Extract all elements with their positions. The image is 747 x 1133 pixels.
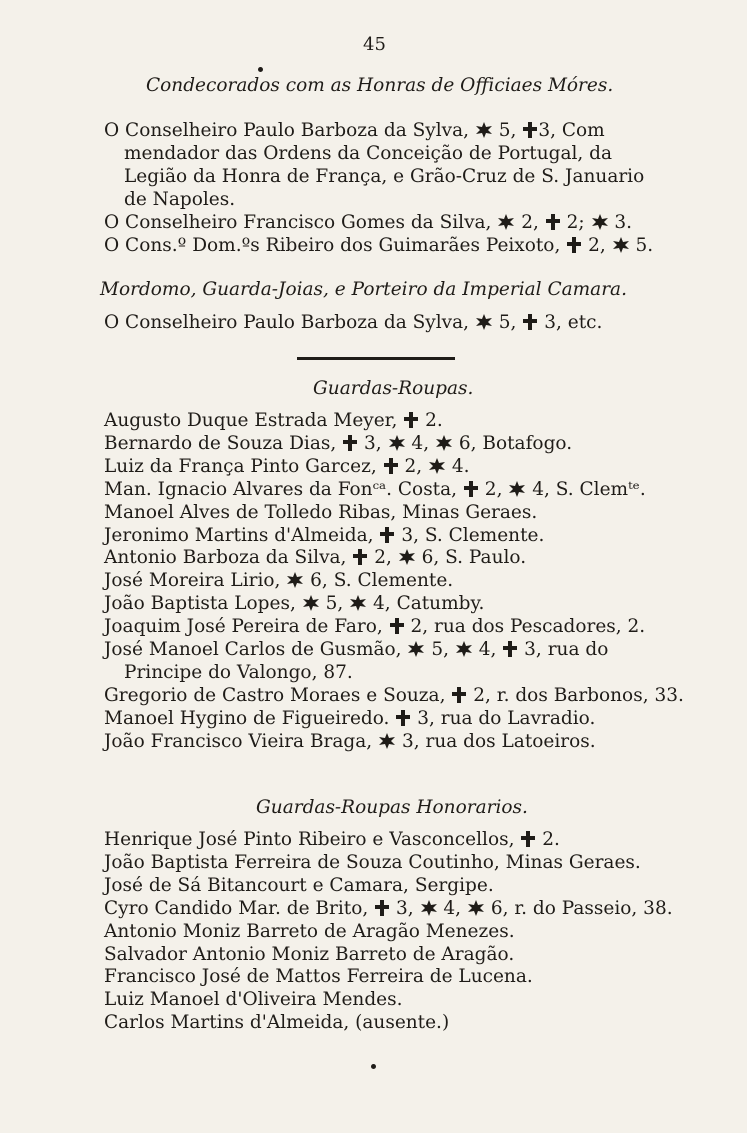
entry: O Cons.º Dom.ºs Ribeiro dos Guimarães Peixoto, 2, 5. [104,235,654,256]
order-cross-icon [384,458,398,474]
entry: José Moreira Lirio, 6, S. Clemente. [104,570,454,592]
order-star-icon [498,214,514,230]
entry: Cyro Candido Mar. de Brito, 3, 4, 6, r. do Passeio, 38. [104,897,673,919]
entry: Gregorio de Castro Moraes e Souza, 2, r. dos Barbonos, 33. [104,684,684,706]
order-cross-icon [390,618,404,634]
order-cross-icon [464,481,478,497]
order-star-icon [509,481,525,497]
entry: José Manoel Carlos de Gusmão, 5, 4, 3, rua do [104,639,609,660]
ink-dot [371,1064,376,1069]
order-star-icon [429,458,445,474]
order-star-icon [476,122,492,138]
section-divider [297,357,455,360]
entry: O Conselheiro Francisco Gomes da Silva, 2, 2; 3. [104,212,633,233]
entry: Luiz da França Pinto Garcez, 2, 4. [104,455,470,477]
entry: João Baptista Lopes, 5, 4, Catumby. [104,593,485,615]
entry: José de Sá Bitancourt e Camara, Sergipe. [104,874,494,896]
entry: Jeronimo Martins d'Almeida, 3, S. Clemente. [104,524,545,546]
entry: Manoel Hygino de Figueiredo. 3, rua do Lavradio. [104,707,596,729]
entry: Henrique José Pinto Ribeiro e Vasconcellos, 2. [104,829,560,850]
order-star-icon [456,641,472,657]
order-cross-icon [375,900,389,916]
order-cross-icon [353,549,367,565]
order-star-icon [287,572,303,588]
page-number: 45 [363,34,386,55]
entry: Francisco José de Mattos Ferreira de Lucena. [104,966,533,988]
order-star-icon [408,641,424,657]
order-star-icon [389,435,405,451]
order-star-icon [379,733,395,749]
section-heading: Mordomo, Guarda-Joias, e Porteiro da Imperial Camara. [100,279,627,300]
order-star-icon [476,314,492,330]
entry: Carlos Martins d'Almeida, (ausente.) [104,1012,450,1034]
order-star-icon [468,900,484,916]
entry-continuation: Principe do Valongo, 87. [124,661,353,683]
entry: Luiz Manoel d'Oliveira Mendes. [104,989,403,1011]
entry: Antonio Moniz Barreto de Aragão Menezes. [104,920,515,942]
entry: Joaquim José Pereira de Faro, 2, rua dos Pescadores, 2. [104,616,646,638]
order-cross-icon [404,412,418,428]
section-heading: Guardas-Roupas. [313,378,474,399]
order-star-icon [350,595,366,611]
order-star-icon [399,549,415,565]
order-cross-icon [343,435,357,451]
entry: Manoel Alves de Tolledo Ribas, Minas Geraes. [104,501,538,523]
order-star-icon [421,900,437,916]
entry: Bernardo de Souza Dias, 3, 4, 6, Botafogo. [104,432,573,454]
entry-continuation: de Napoles. [124,189,236,210]
order-cross-icon [546,214,560,230]
order-star-icon [592,214,608,230]
order-cross-icon [523,122,537,138]
entry: João Francisco Vieira Braga, 3, rua dos Latoeiros. [104,730,596,752]
entry: Salvador Antonio Moniz Barreto de Aragão. [104,943,515,965]
entry: Augusto Duque Estrada Meyer, 2. [104,410,443,431]
entry-continuation: Legião da Honra de França, e Grão-Cruz de S. Januario [124,166,645,187]
order-cross-icon [380,527,394,543]
order-cross-icon [396,710,410,726]
order-cross-icon [452,687,466,703]
order-star-icon [613,237,629,253]
ink-dot [258,67,263,72]
order-cross-icon [521,831,535,847]
order-star-icon [303,595,319,611]
entry-continuation: mendador das Ordens da Conceição de Portugal, da [124,143,613,164]
section-heading: Condecorados com as Honras de Officiaes Móres. [146,75,614,96]
entry: Antonio Barboza da Silva, 2, 6, S. Paulo. [104,547,527,569]
entry: O Conselheiro Paulo Barboza da Sylva, 5, 3, Com [104,120,605,141]
entry: Man. Ignacio Alvares da Fonᶜᵃ. Costa, 2, 4, S. Clemᵗᵉ. [104,478,646,500]
entry: João Baptista Ferreira de Souza Coutinho, Minas Geraes. [104,851,641,873]
order-cross-icon [523,314,537,330]
order-cross-icon [567,237,581,253]
order-star-icon [436,435,452,451]
order-cross-icon [503,641,517,657]
entry: O Conselheiro Paulo Barboza da Sylva, 5, 3, etc. [104,312,603,333]
section-heading: Guardas-Roupas Honorarios. [256,797,528,818]
